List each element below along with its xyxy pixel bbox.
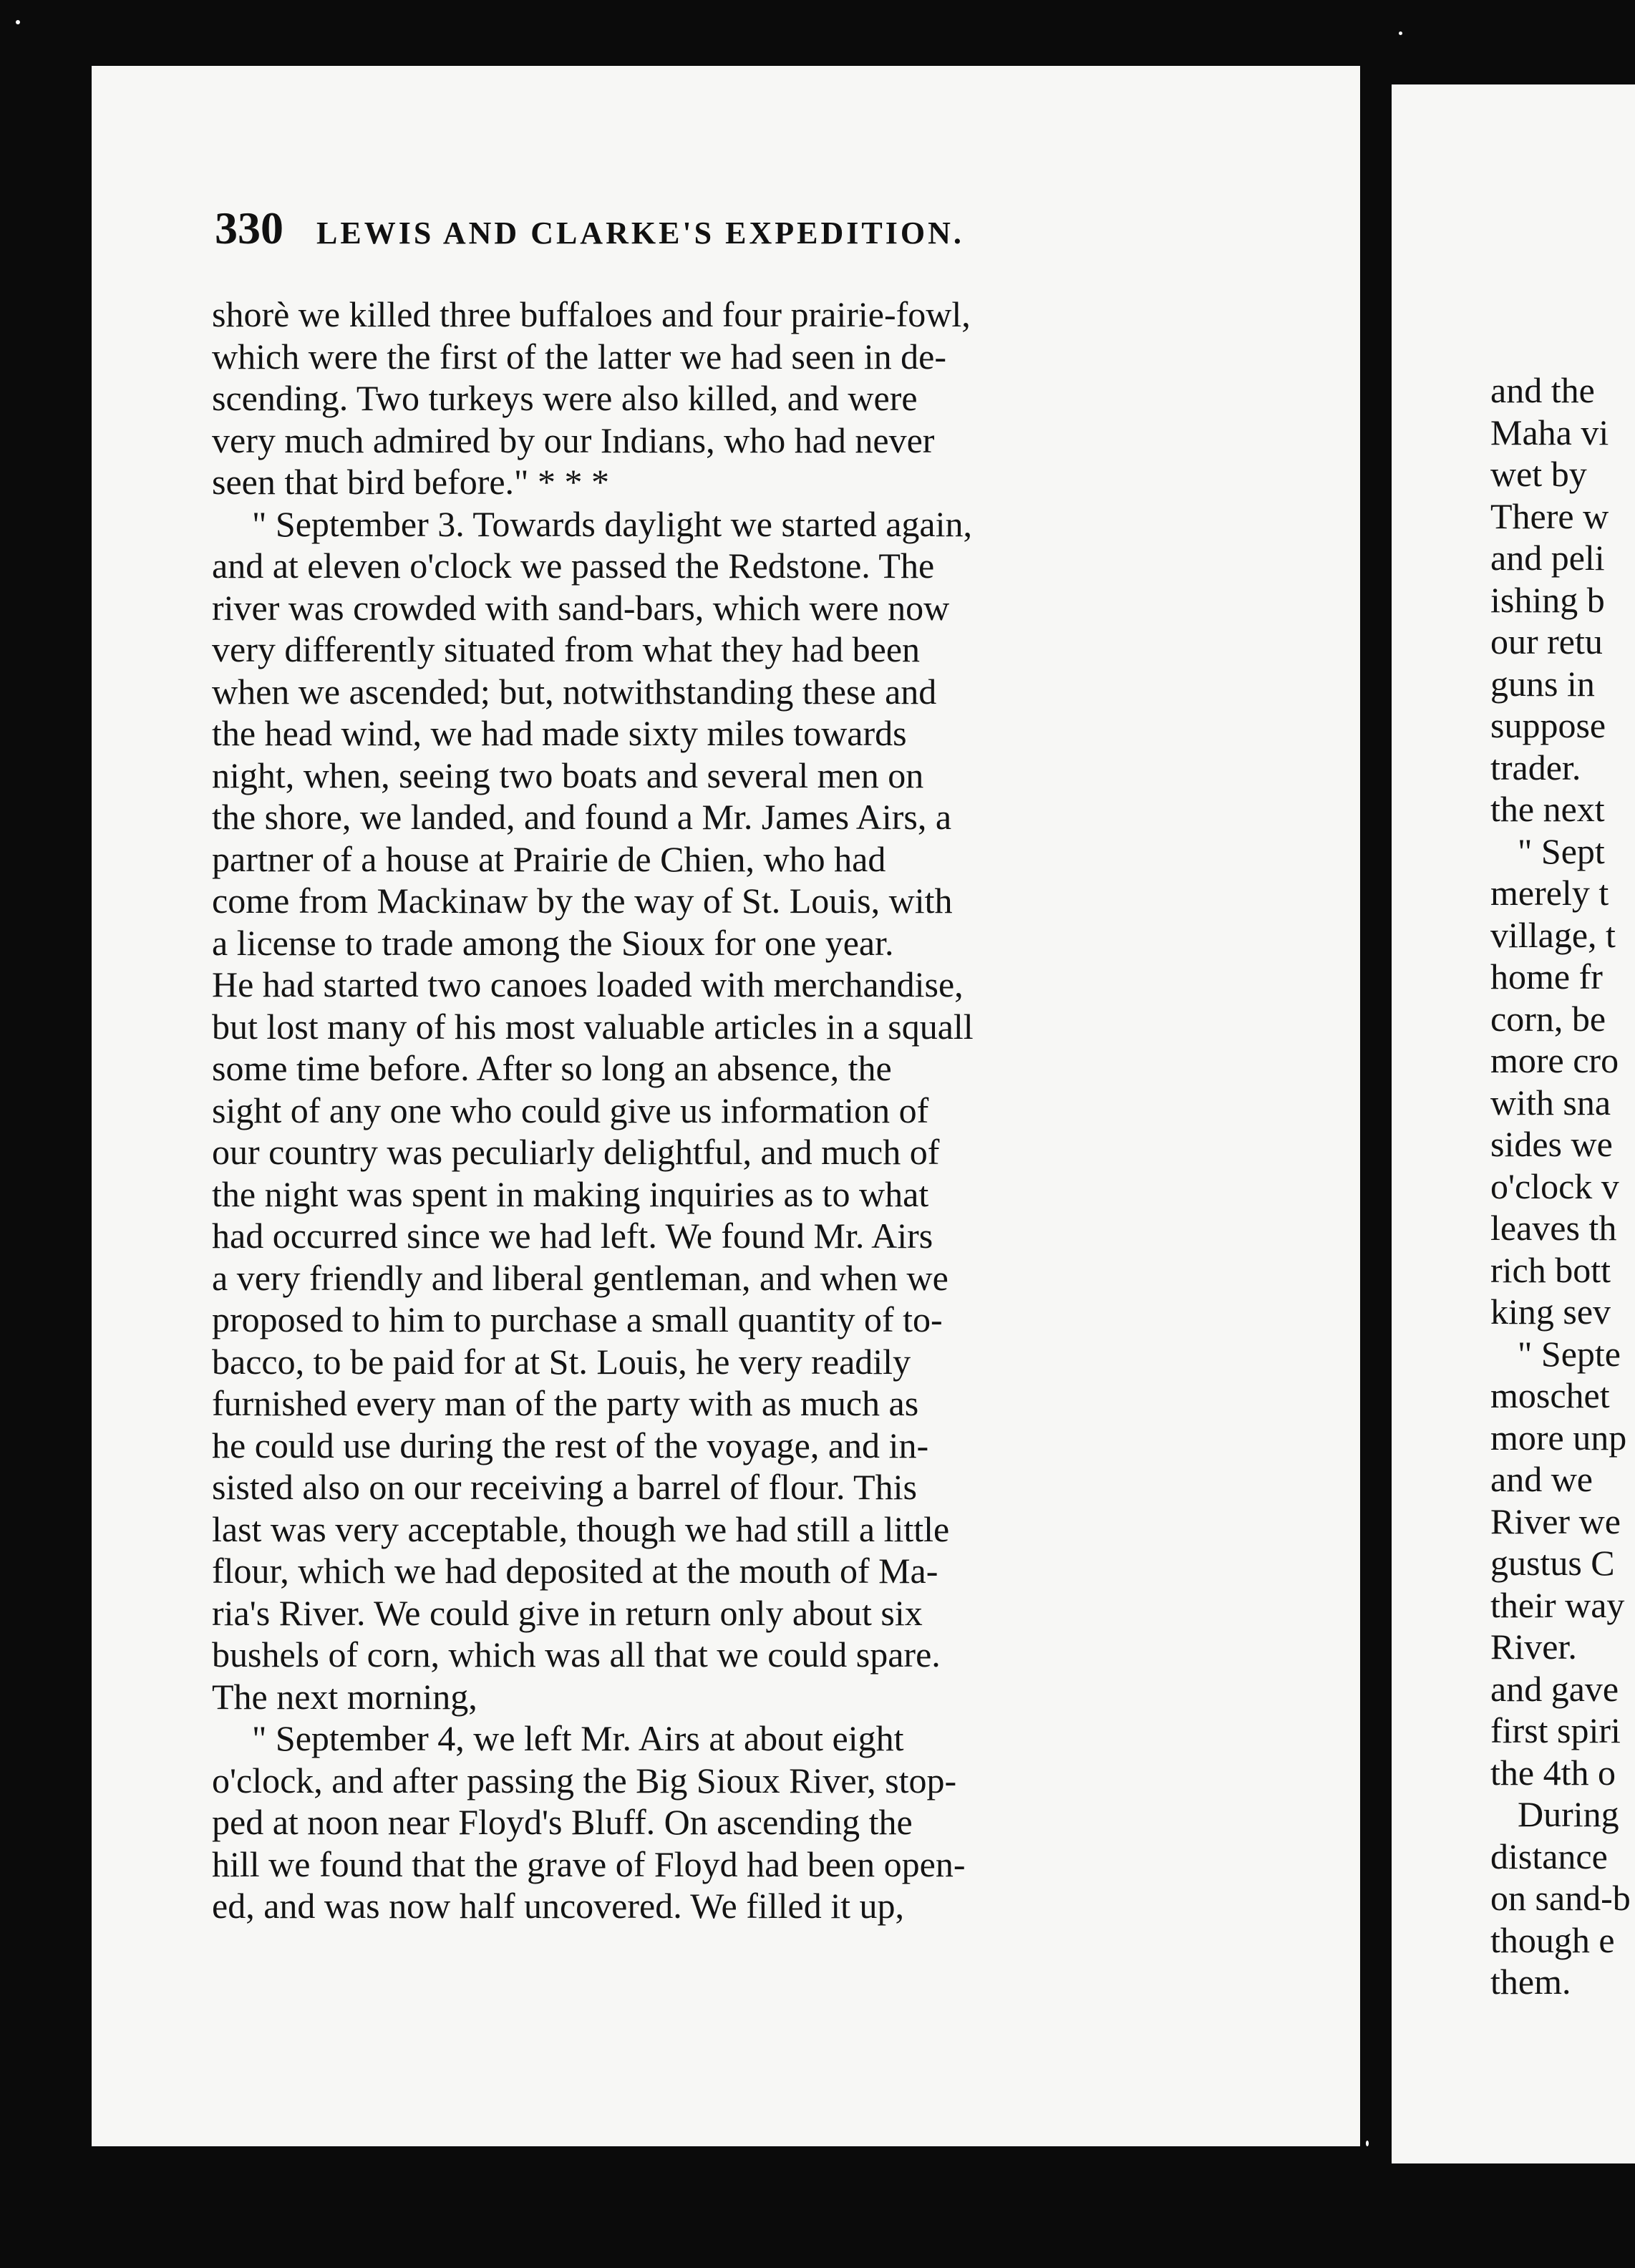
text-line: River. <box>1490 1627 1577 1667</box>
text-line: ped at noon near Floyd's Bluff. On ascending the <box>212 1802 913 1842</box>
text-line: proposed to him to purchase a small quantity of to- <box>212 1299 943 1339</box>
text-line: and the <box>1490 370 1595 410</box>
text-line: " September 4, we left Mr. Airs at about eight <box>252 1718 904 1758</box>
text-line: corn, be <box>1490 998 1606 1039</box>
text-line: when we ascended; but, notwithstanding these and <box>212 671 937 712</box>
text-line: and at eleven o'clock we passed the Redstone. The <box>212 546 935 586</box>
text-line: the shore, we landed, and found a Mr. James Airs, a <box>212 797 952 837</box>
text-line: sisted also on our receiving a barrel of flour. This <box>212 1467 917 1507</box>
text-line: on sand-b <box>1490 1878 1631 1918</box>
text-line: he could use during the rest of the voyage, and in- <box>212 1425 929 1465</box>
text-line: come from Mackinaw by the way of St. Louis, with <box>212 881 953 921</box>
text-line: o'clock v <box>1490 1166 1619 1206</box>
text-line: Maha vi <box>1490 412 1609 452</box>
text-line: village, t <box>1490 914 1616 955</box>
text-line: king sev <box>1490 1292 1611 1332</box>
text-line: rich bott <box>1490 1249 1611 1290</box>
text-line: which were the first of the latter we had seen in de- <box>212 336 946 377</box>
text-line: a license to trade among the Sioux for one year. <box>212 922 894 963</box>
text-line: hill we found that the grave of Floyd had been open- <box>212 1843 966 1884</box>
text-line: but lost many of his most valuable articles in a squall <box>212 1006 974 1047</box>
text-line: He had started two canoes loaded with merchandise, <box>212 964 964 1004</box>
text-line: the 4th o <box>1490 1752 1616 1793</box>
text-line: River we <box>1490 1501 1621 1541</box>
text-line: and we <box>1490 1459 1593 1499</box>
text-line: The next morning, <box>212 1676 477 1717</box>
text-line: trader. <box>1490 747 1581 788</box>
text-line: flour, which we had deposited at the mouth of Ma- <box>212 1551 938 1591</box>
text-line: sight of any one who could give us information of <box>212 1090 929 1130</box>
right-page-text <box>1490 369 1635 2003</box>
text-line: more cro <box>1490 1040 1619 1080</box>
text-line: ishing b <box>1490 579 1605 620</box>
text-line: some time before. After so long an absence, the <box>212 1048 892 1088</box>
text-line: more unp <box>1490 1417 1627 1458</box>
text-line: " Septe <box>1518 1333 1621 1374</box>
text-line: the night was spent in making inquiries as to what <box>212 1173 929 1214</box>
text-line: seen that bird before." * * * <box>212 462 609 502</box>
text-line: their way <box>1490 1584 1625 1625</box>
text-line: distance <box>1490 1836 1608 1876</box>
text-line: and gave <box>1490 1668 1619 1709</box>
text-line: wet by <box>1490 454 1587 494</box>
text-line: our retu <box>1490 621 1603 662</box>
text-line: gustus C <box>1490 1543 1615 1583</box>
text-line: partner of a house at Prairie de Chien, who had <box>212 838 886 879</box>
text-line: first spiri <box>1490 1710 1621 1750</box>
page-number: 330 <box>215 203 283 253</box>
text-line: ria's River. We could give in return only about six <box>212 1592 923 1633</box>
text-line: bacco, to be paid for at St. Louis, he very readily <box>212 1341 911 1382</box>
text-line: last was very acceptable, though we had still a little <box>212 1508 950 1549</box>
text-line: with sna <box>1490 1082 1611 1123</box>
text-line: guns in <box>1490 663 1595 704</box>
text-line: though e <box>1490 1919 1615 1960</box>
text-line: river was crowded with sand-bars, which were now <box>212 587 950 628</box>
text-line: and peli <box>1490 538 1605 578</box>
text-line: o'clock, and after passing the Big Sioux River, stop- <box>212 1760 957 1801</box>
text-line: moschet <box>1490 1375 1610 1415</box>
text-line: the head wind, we had made sixty miles towards <box>212 713 907 753</box>
text-line: " September 3. Towards daylight we started again, <box>252 503 973 544</box>
text-line: furnished every man of the party with as much as <box>212 1383 919 1423</box>
scan-speck <box>1366 2141 1369 2146</box>
running-head-title: LEWIS AND CLARKE'S EXPEDITION. <box>316 215 964 251</box>
text-line: leaves th <box>1490 1208 1617 1248</box>
text-line: sides we <box>1490 1124 1613 1164</box>
text-line: shorè we killed three buffaloes and four prairie-fowl, <box>212 294 971 334</box>
scan-speck <box>1399 32 1402 35</box>
text-line: the next <box>1490 789 1605 829</box>
text-line: During <box>1518 1794 1619 1834</box>
text-line: bushels of corn, which was all that we could spare. <box>212 1634 941 1675</box>
text-line: suppose <box>1490 705 1606 745</box>
text-line: our country was peculiarly delightful, and much of <box>212 1132 940 1172</box>
text-line: a very friendly and liberal gentleman, and when we <box>212 1257 949 1298</box>
text-line: " Sept <box>1518 830 1605 871</box>
right-page <box>1392 84 1635 2163</box>
scan-speck <box>16 20 20 24</box>
text-line: night, when, seeing two boats and several men on <box>212 755 924 795</box>
text-line: very much admired by our Indians, who had never <box>212 420 935 460</box>
text-line: had occurred since we had left. We found Mr. Airs <box>212 1216 933 1256</box>
text-line: home fr <box>1490 956 1603 997</box>
text-line: ed, and was now half uncovered. We filled it up, <box>212 1886 904 1926</box>
left-page-text <box>212 294 1271 1927</box>
text-line: very differently situated from what they had been <box>212 629 921 669</box>
text-line: scending. Two turkeys were also killed, and were <box>212 378 918 418</box>
text-line: There w <box>1490 495 1609 536</box>
running-head <box>215 202 1188 273</box>
text-line: merely t <box>1490 873 1609 913</box>
text-line: them. <box>1490 1962 1571 2002</box>
